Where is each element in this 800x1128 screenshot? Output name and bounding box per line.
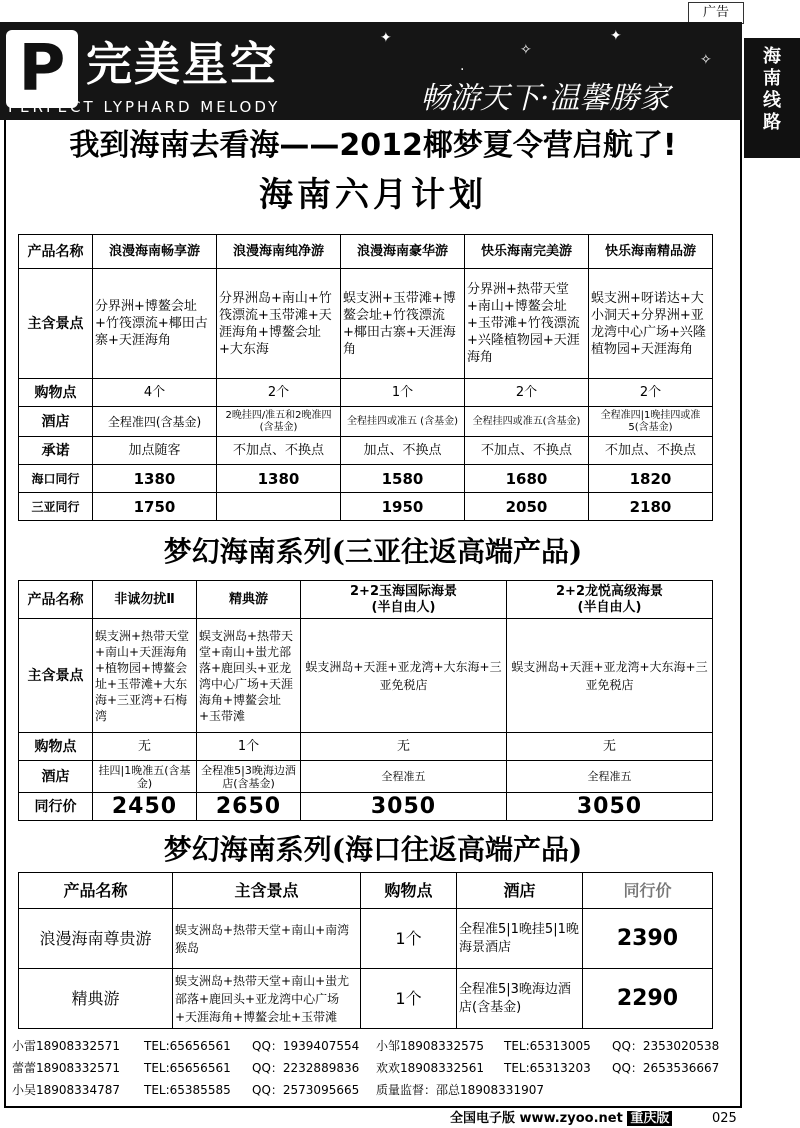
product-promise: 不加点、不换点 <box>465 437 589 465</box>
contact-qq: QQ：2653536667 <box>612 1061 720 1075</box>
column-header: 酒店 <box>457 873 583 909</box>
product-shopping: 1个 <box>341 379 465 407</box>
contact-name-phone: 欢欢18908332561 <box>376 1061 484 1075</box>
row-label: 同行价 <box>19 793 93 821</box>
contact-qq: QQ：2573095665 <box>252 1083 360 1097</box>
june-plan-table <box>18 234 713 521</box>
contact-tel: TEL:65656561 <box>144 1061 231 1075</box>
contact-qq: QQ：1939407554 <box>252 1039 360 1053</box>
product-price-sanya: 1750 <box>93 493 217 521</box>
row-label: 购物点 <box>19 733 93 761</box>
product-price-sanya <box>217 493 341 521</box>
product-shopping: 无 <box>301 733 507 761</box>
row-label: 三亚同行 <box>19 493 93 521</box>
product-shopping: 1个 <box>361 969 457 1029</box>
page-number: 025 <box>712 1111 737 1126</box>
product-name <box>507 581 713 619</box>
product-name-main: 2+2龙悦高级海景 <box>556 583 663 599</box>
product-shopping: 4个 <box>93 379 217 407</box>
product-spots: 分界洲岛+南山+竹筏漂流+玉带滩+天涯海角+博鳌会址+大东海 <box>217 269 341 379</box>
haikou-series-table <box>18 872 713 1029</box>
product-name-main: 2+2玉海国际海景 <box>350 583 457 599</box>
edition-badge: 重庆版 <box>627 1111 672 1126</box>
headline: 我到海南去看海——2012椰梦夏令营启航了! <box>69 128 677 163</box>
product-name: 非诚勿扰Ⅱ <box>93 581 197 619</box>
column-header: 购物点 <box>361 873 457 909</box>
product-promise: 加点随客 <box>93 437 217 465</box>
product-price-haikou: 1580 <box>341 465 465 493</box>
logo-chinese-name: 完美星空 <box>86 37 278 91</box>
product-price: 2390 <box>583 909 713 969</box>
contact-tel: TEL:65385585 <box>144 1083 231 1097</box>
product-name: 浪漫海南豪华游 <box>341 235 465 269</box>
row-label: 海口同行 <box>19 465 93 493</box>
corner-header: 产品名称 <box>19 581 93 619</box>
product-price-haikou: 1820 <box>589 465 713 493</box>
column-header: 产品名称 <box>19 873 173 909</box>
contact-name-phone: 小雷18908332571 <box>12 1039 120 1053</box>
product-price-haikou: 1380 <box>93 465 217 493</box>
column-header: 同行价 <box>583 873 713 909</box>
product-price: 3050 <box>301 793 507 821</box>
column-header: 主含景点 <box>173 873 361 909</box>
product-name: 快乐海南精品游 <box>589 235 713 269</box>
product-hotel: 全程准五 <box>507 761 713 793</box>
product-hotel: 挂四|1晚准五(含基金) <box>93 761 197 793</box>
product-promise: 加点、不换点 <box>341 437 465 465</box>
product-price-haikou: 1380 <box>217 465 341 493</box>
contact-tel: TEL:65313203 <box>504 1061 591 1075</box>
product-price: 3050 <box>507 793 713 821</box>
product-hotel: 全程准5|3晚海边酒店(含基金) <box>197 761 301 793</box>
product-spots: 蜈支洲岛+热带天堂+南山+南湾猴岛 <box>173 909 361 969</box>
product-price-sanya: 2180 <box>589 493 713 521</box>
table-row <box>19 909 713 969</box>
star-icon: ✦ <box>380 30 392 46</box>
product-spots: 蜈支洲+玉带滩+博鳌会址+竹筏漂流+椰田古寨+天涯海角 <box>341 269 465 379</box>
product-shopping: 2个 <box>465 379 589 407</box>
product-spots: 蜈支洲岛+热带天堂+南山+蚩尤部落+鹿回头+亚龙湾中心广场+天涯海角+博鳌会址+玉带滩 <box>173 969 361 1029</box>
star-icon: ✦ <box>610 28 622 44</box>
product-hotel: 2晚挂四/准五和2晚准四(含基金) <box>217 407 341 437</box>
contact-name-phone: 蕾蕾18908332571 <box>12 1061 120 1075</box>
product-spots: 蜈支洲岛+天涯+亚龙湾+大东海+三亚免税店 <box>301 619 507 733</box>
row-label: 酒店 <box>19 407 93 437</box>
product-promise: 不加点、不换点 <box>217 437 341 465</box>
plan-title: 海南六月计划 <box>259 175 487 215</box>
product-hotel: 全程准五 <box>301 761 507 793</box>
product-price-haikou: 1680 <box>465 465 589 493</box>
product-shopping: 1个 <box>197 733 301 761</box>
product-name: 浪漫海南纯净游 <box>217 235 341 269</box>
star-icon: ✧ <box>520 42 532 58</box>
sanya-series-table <box>18 580 713 821</box>
product-hotel: 全程准四(含基金) <box>93 407 217 437</box>
footer <box>450 1110 672 1128</box>
ad-label: 广告 <box>688 2 744 24</box>
product-name: 精典游 <box>197 581 301 619</box>
product-spots: 蜈支洲岛+天涯+亚龙湾+大东海+三亚免税店 <box>507 619 713 733</box>
product-name: 精典游 <box>19 969 173 1029</box>
product-hotel: 全程挂四或准五 (含基金) <box>341 407 465 437</box>
section-tab-char: 路 <box>763 112 781 133</box>
brand-banner <box>0 22 742 120</box>
row-label: 主含景点 <box>19 619 93 733</box>
section-tab-char: 海 <box>763 46 781 67</box>
table-row <box>19 969 713 1029</box>
star-icon: · <box>460 62 465 78</box>
logo-english-name: PERFECT LYPHARD MELODY <box>8 98 281 116</box>
row-label: 酒店 <box>19 761 93 793</box>
product-shopping: 无 <box>93 733 197 761</box>
row-label: 主含景点 <box>19 269 93 379</box>
product-spots: 蜈支洲+呀诺达+大小洞天+分界洲+亚龙湾中心广场+兴隆植物园+天涯海角 <box>589 269 713 379</box>
section-tab-char: 南 <box>763 68 781 89</box>
series-sanya-title: 梦幻海南系列(三亚往返高端产品) <box>163 535 583 568</box>
product-shopping: 无 <box>507 733 713 761</box>
product-hotel: 全程挂四或准五(含基金) <box>465 407 589 437</box>
product-name: 浪漫海南尊贵游 <box>19 909 173 969</box>
brand-slogan: 畅游天下·温馨勝家 <box>420 81 670 116</box>
contact-tel: TEL:65656561 <box>144 1039 231 1053</box>
product-name-sub: (半自由人) <box>577 599 642 615</box>
product-price-sanya: 1950 <box>341 493 465 521</box>
product-shopping: 2个 <box>589 379 713 407</box>
product-hotel: 全程准四|1晚挂四或准5(含基金) <box>589 407 713 437</box>
series-haikou-title: 梦幻海南系列(海口往返高端产品) <box>163 833 583 866</box>
contact-tel: TEL:65313005 <box>504 1039 591 1053</box>
product-name-sub: (半自由人) <box>371 599 436 615</box>
footer-url[interactable]: www.zyoo.net <box>519 1111 623 1126</box>
product-spots: 分界洲+热带天堂+南山+博鳌会址+玉带滩+竹筏漂流+兴隆植物园+天涯海角 <box>465 269 589 379</box>
contact-name-phone: 小吴18908334787 <box>12 1083 120 1097</box>
product-spots: 分界洲+博鳌会址+竹筏漂流+椰田古寨+天涯海角 <box>93 269 217 379</box>
product-name: 快乐海南完美游 <box>465 235 589 269</box>
product-price: 2650 <box>197 793 301 821</box>
section-tab-char: 线 <box>763 90 781 111</box>
product-name: 浪漫海南畅享游 <box>93 235 217 269</box>
row-label: 购物点 <box>19 379 93 407</box>
corner-header: 产品名称 <box>19 235 93 269</box>
contact-qq: QQ：2353020538 <box>612 1039 720 1053</box>
logo-mark: P <box>6 30 78 108</box>
quality-supervisor: 质量监督：邵总18908331907 <box>376 1083 544 1097</box>
product-spots: 蜈支洲岛+热带天堂+南山+蚩尤部落+鹿回头+亚龙湾中心广场+天涯海角+博鳌会址+玉带滩 <box>197 619 301 733</box>
product-price: 2290 <box>583 969 713 1029</box>
product-hotel: 全程准5|1晚挂5|1晚海景酒店 <box>457 909 583 969</box>
section-tab <box>744 38 800 158</box>
product-promise: 不加点、不换点 <box>589 437 713 465</box>
product-price: 2450 <box>93 793 197 821</box>
product-shopping: 2个 <box>217 379 341 407</box>
product-price-sanya: 2050 <box>465 493 589 521</box>
footer-label: 全国电子版 <box>450 1111 516 1126</box>
contact-name-phone: 小邹18908332575 <box>376 1039 484 1053</box>
contact-qq: QQ：2232889836 <box>252 1061 360 1075</box>
star-icon: ✧ <box>700 52 712 68</box>
product-hotel: 全程准5|3晚海边酒店(含基金) <box>457 969 583 1029</box>
product-spots: 蜈支洲+热带天堂+南山+天涯海角+植物园+博鳌会址+玉带滩+大东海+三亚湾+石梅湾 <box>93 619 197 733</box>
product-shopping: 1个 <box>361 909 457 969</box>
product-name <box>301 581 507 619</box>
row-label: 承诺 <box>19 437 93 465</box>
